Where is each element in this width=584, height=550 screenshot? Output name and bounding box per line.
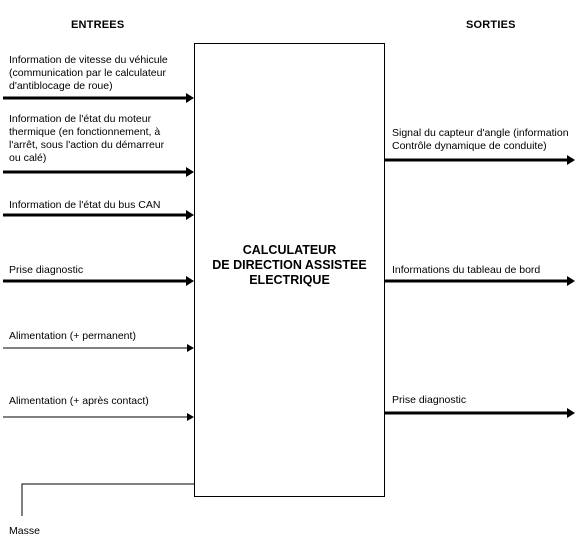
output-label-dashboard: Informations du tableau de bord bbox=[392, 264, 541, 276]
input-arrow-permanent-supply bbox=[3, 344, 194, 352]
input-arrow-vehicle-speed bbox=[3, 93, 194, 103]
input-label-can-bus: Information de l'état du bus CAN bbox=[9, 199, 161, 211]
input-label-vehicle-speed: Information de vitesse du véhicule (communication par le calculateur d'antiblocage de roue) bbox=[9, 54, 168, 92]
ground-wire bbox=[22, 484, 194, 516]
output-arrow-diagnostic bbox=[385, 408, 575, 418]
output-arrow-dashboard bbox=[385, 276, 575, 286]
outputs-header: SORTIES bbox=[466, 19, 516, 31]
output-label-diagnostic: Prise diagnostic bbox=[392, 394, 467, 406]
input-label-engine-state: Information de l'état du moteur thermique (en fonctionnement, à l'arrêt, sous l'action du démarreur ou calé) bbox=[9, 113, 165, 164]
ecu-title: CALCULATEUR DE DIRECTION ASSISTEE ELECTRIQUE bbox=[212, 243, 367, 287]
input-arrow-can-bus bbox=[3, 210, 194, 220]
input-label-permanent-supply: Alimentation (+ permanent) bbox=[9, 330, 136, 342]
output-label-angle-sensor: Signal du capteur d'angle (information Contrôle dynamique de conduite) bbox=[392, 127, 569, 152]
input-arrow-engine-state bbox=[3, 167, 194, 177]
input-label-ignition-supply: Alimentation (+ après contact) bbox=[9, 395, 149, 407]
input-arrow-diagnostic bbox=[3, 276, 194, 286]
output-arrow-angle-sensor bbox=[385, 155, 575, 165]
ground-label: Masse bbox=[9, 525, 40, 537]
input-label-diagnostic: Prise diagnostic bbox=[9, 264, 84, 276]
inputs-header: ENTREES bbox=[71, 19, 125, 31]
input-arrow-ignition-supply bbox=[3, 413, 194, 421]
